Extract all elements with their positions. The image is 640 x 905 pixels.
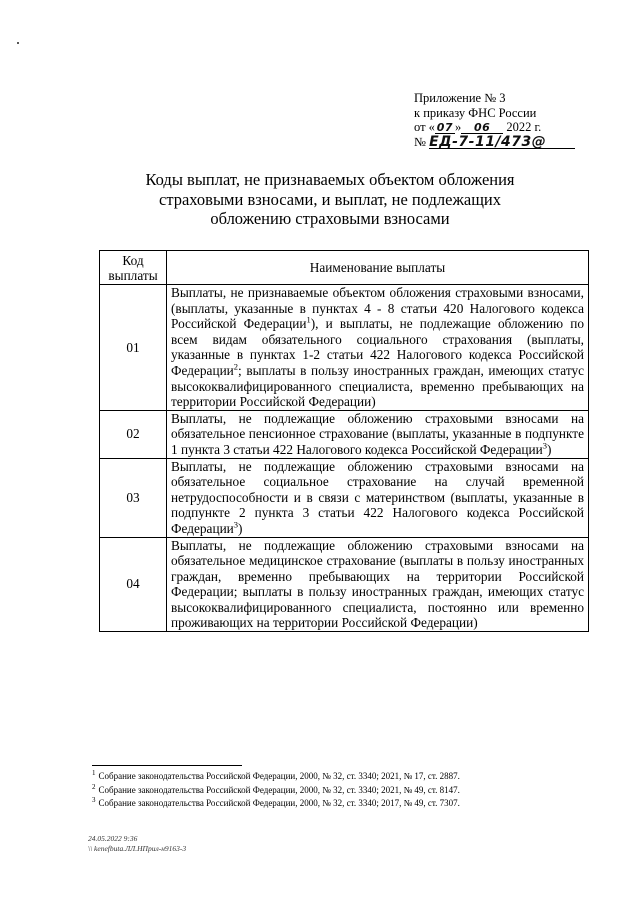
footnote-ref: 1 [306,314,311,325]
approval-block [414,91,594,149]
date-month-handwritten: 06 [461,122,503,134]
row-description [167,285,589,411]
row-text: ) [238,520,243,536]
footnote-mark: 2 [92,782,96,791]
footnote-text: Собрание законодательства Российской Федерации, 2000, № 32, ст. 3340; 2017, № 49, ст. 7307. [98,798,460,808]
footnote-mark: 1 [92,769,96,777]
table-row [100,458,589,537]
footnote-text: Собрание законодательства Российской Федерации, 2000, № 32, ст. 3340; 2021, № 17, ст. 2887. [98,771,460,781]
footnote-text: Собрание законодательства Российской Федерации, 2000, № 32, ст. 3340; 2021, № 49, ст. 8147. [98,784,460,795]
row-code: 01 [100,285,167,411]
title-line-3: обложению страховыми взносами [210,209,450,228]
row-text: Выплаты, не подлежащие обложению страховыми взносами на обязательное социальное страхование на случай временной нетрудоспособности и в связи с материнством (выплаты, указанные в подпункте 2 пункта 3 статьи 422 Налогового кодекса Российской Федерации [171,458,584,536]
footnote-item [92,770,552,784]
stamp-datetime: 24.05.2022 9:36 [88,834,138,843]
header-code [100,251,167,285]
footnote-item [92,797,552,811]
footnote-separator [92,765,242,766]
date-day-handwritten: 07 [436,121,454,134]
footnote-mark: 3 [92,796,96,804]
payment-codes-table [99,250,589,632]
row-description [167,410,589,458]
approval-number-line [414,135,594,150]
row-text: ; выплаты в пользу иностранных граждан, имеющих статус высококвалифицированного специалиста, временно пребывающих на территории Российской Федерации) [171,362,584,410]
file-stamp [88,834,288,853]
footnote-ref: 3 [233,519,239,530]
footnote-ref: 2 [233,361,239,372]
row-description [167,458,589,537]
date-year: 2022 г. [506,120,542,134]
footnotes [92,770,552,811]
row-description [167,537,589,632]
row-text: Выплаты, не подлежащие обложению страховыми взносами на обязательное пенсионное страхование (выплаты, указанные в подпункте 1 пункта 3 статьи 422 Налогового кодекса Российской Федерации [171,410,584,457]
approval-line-order: к приказу ФНС России [414,105,537,120]
document-title [120,170,540,229]
title-line-2: страховыми взносами, и выплат, не подлежащих [159,189,501,209]
footnote-item [92,784,552,798]
header-code-line-1: Код [122,252,144,268]
number-prefix: № [414,134,426,149]
table-header-row [100,251,589,285]
row-code: 04 [100,537,167,632]
approval-date-line [414,120,594,135]
order-number-handwritten: ЕД-7-11/473@ [429,136,575,149]
row-code: 03 [100,458,167,537]
table-row [100,537,589,632]
scan-speck [17,42,19,44]
footnote-ref: 3 [542,440,547,451]
header-code-line-2: выплаты [108,267,158,283]
title-line-1: Коды выплат, не признаваемых объектом обложения [145,170,515,189]
row-text: ), и выплаты, не подлежащие обложению по всем видам обязательного социального страхования (выплаты, указанные в пунктах 1-2 статьи 422 Налогового кодекса Российской Федерации [171,316,584,378]
stamp-filepath: \\ kenefbuta.ЛЛ.НПрил-н9163-3 [88,843,187,853]
row-text: Выплаты, не признаваемые объектом обложения страховыми взносами, (выплаты, указанные в пунктах 4 - 8 статьи 420 Налогового кодекса Российской Федерации [171,285,584,332]
row-text: ) [546,441,552,457]
approval-line-appendix: Приложение № 3 [414,91,506,105]
table-row [100,285,589,411]
row-text: Выплаты, не подлежащие обложению страховыми взносами на обязательное медицинское страхование (выплаты в пользу иностранных граждан, временно пребывающих на территории Российской Федерации; выплаты в пользу иностранных граждан, имеющих статус высококвалифицированного специалиста, постоянно или временно проживающих на территории Российской Федерации) [171,537,584,631]
table-row [100,410,589,458]
date-mid: » [454,120,462,134]
row-code: 02 [100,410,167,458]
date-prefix: от « [414,120,435,134]
header-name: Наименование выплаты [167,251,589,285]
